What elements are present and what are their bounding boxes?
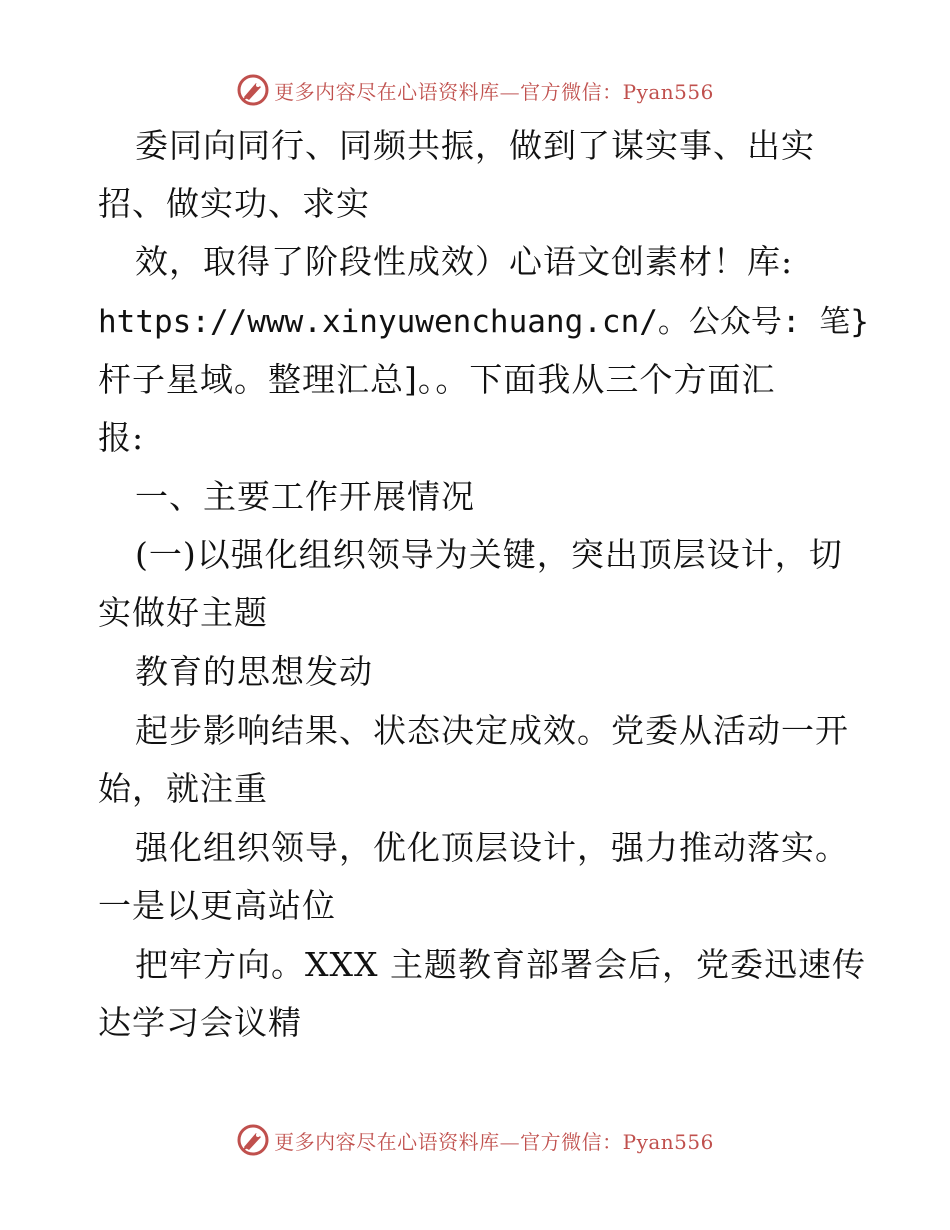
text-line: 始，就注重	[98, 769, 268, 808]
text-line: 效，取得了阶段性成效）心语文创素材！库:	[135, 242, 794, 281]
header-wechat: 官方微信：Pyan556	[520, 79, 714, 104]
pen-logo-icon	[236, 73, 270, 107]
text-line: 实做好主题	[98, 593, 268, 632]
text-line: 委同向同行、同频共振，做到了谋实事、出实	[135, 126, 815, 165]
header-banner-text	[274, 76, 714, 105]
text-line: 达学习会议精	[98, 1003, 302, 1042]
footer-wechat: 官方微信：Pyan556	[520, 1129, 714, 1154]
text-line: 把牢方向。XXX 主题教育部署会后，党委迅速传	[135, 945, 866, 984]
header-site-name: 更多内容尽在心语资料库	[274, 79, 500, 104]
text-line: 招、做实功、求实	[98, 184, 370, 223]
footer-site-name: 更多内容尽在心语资料库	[274, 1129, 500, 1154]
text-line: 教育的思想发动	[135, 652, 373, 691]
text-line: 一是以更高站位	[98, 886, 336, 925]
text-line: 报:	[98, 418, 145, 457]
section-heading: 一、主要工作开展情况	[135, 477, 475, 516]
text-line-url: https://www.xinyuwenchuang.cn/。公众号: 笔}	[98, 304, 869, 340]
text-line: 杆子星域。整理汇总]。。下面我从三个方面汇	[98, 360, 776, 399]
header-separator: —	[499, 79, 521, 104]
footer-banner-text	[274, 1126, 714, 1155]
text-line: 起步影响结果、状态决定成效。党委从活动一开	[135, 711, 849, 750]
header-banner	[0, 70, 950, 110]
text-line: 强化组织领导，优化顶层设计，强力推动落实。	[135, 828, 849, 867]
subsection-heading: (一)以强化组织领导为关键，突出顶层设计，切	[135, 535, 843, 574]
pen-logo-icon	[236, 1123, 270, 1157]
footer-separator: —	[499, 1129, 521, 1154]
footer-banner	[0, 1120, 950, 1160]
